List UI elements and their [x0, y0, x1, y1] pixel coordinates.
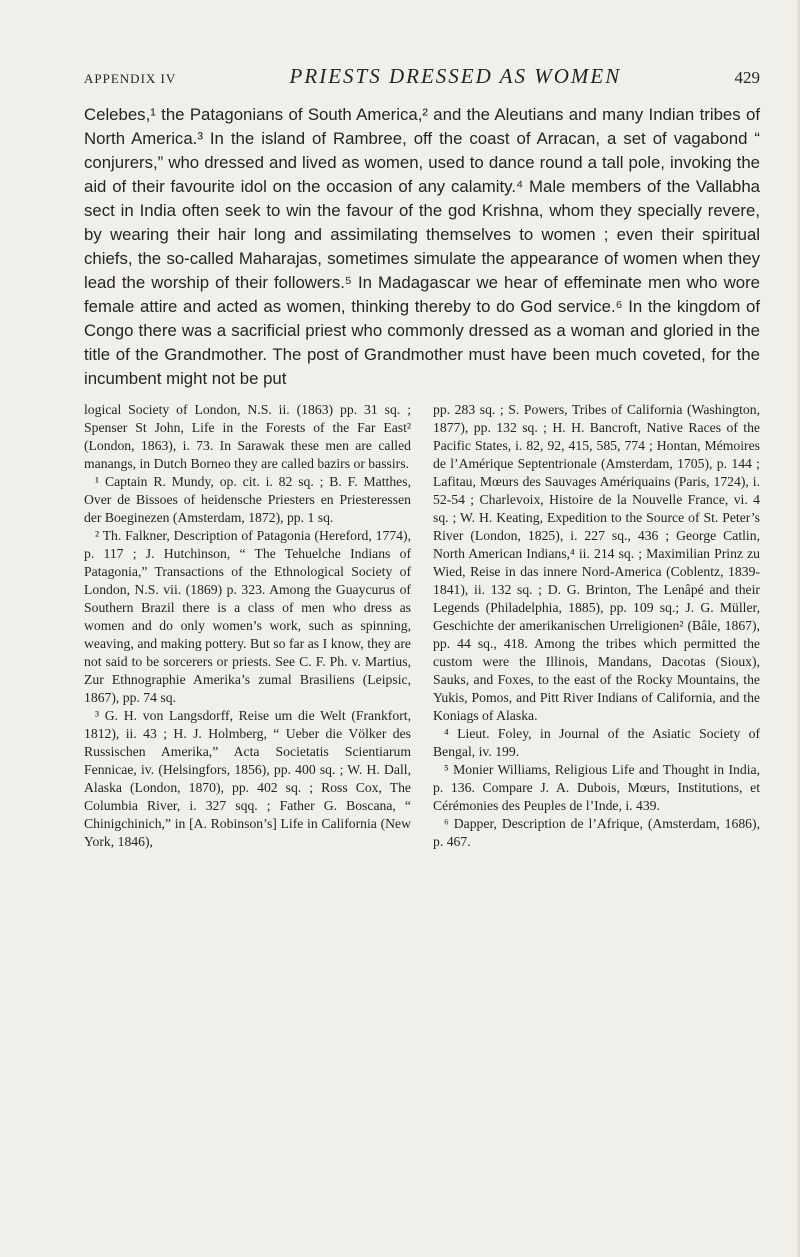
footnotes-left-column [84, 401, 411, 851]
footnote-5: ⁵ Monier Williams, Religious Life and Thought in India, p. 136. Compare J. A. Dubois, Mœurs, Institutions, et Cérémonies des Peuples de l’Inde, i. 439. [433, 762, 760, 813]
footnote-continuation: logical Society of London, N.S. ii. (1863) pp. 31 sq. ; Spenser St John, Life in the Forests of the Far East² (London, 1863), i. 73. In Sarawak these men are called manangs, in Dutch Borneo they are called bazirs or bassirs. [84, 402, 411, 471]
footnote-4: ⁴ Lieut. Foley, in Journal of the Asiatic Society of Bengal, iv. 199. [433, 726, 760, 759]
running-header [84, 64, 760, 89]
footnote-2: ² Th. Falkner, Description of Patagonia (Hereford, 1774), p. 117 ; J. Hutchinson, “ The Tehuelche Indians of Patagonia,” Transactions of the Ethnological Society of London, N.S. vii. (1869) p. 323. Among the Guaycurus of Southern Brazil there is a class of men who dress as women and do only women’s work, such as spinning, weaving, and making pottery. But so far as I know, they are not said to be sorcerers or priests. See C. F. Ph. v. Martius, Zur Ethnographie Amerika’s zumal Brasiliens (Leipsic, 1867), pp. 74 sq. [84, 528, 411, 705]
appendix-label: APPENDIX IV [84, 71, 177, 86]
footnotes [84, 401, 760, 851]
page-number: 429 [734, 68, 760, 87]
running-title: PRIESTS DRESSED AS WOMEN [289, 64, 622, 88]
footnote-3: ³ G. H. von Langsdorff, Reise um die Welt (Frankfort, 1812), ii. 43 ; H. J. Holmberg, “ Ueber die Völker des Russischen Amerika,” Acta Societatis Scientiarum Fennicae, iv. (Helsingfors, 1856), pp. 400 sq. ; W. H. Dall, Alaska (London, 1870), pp. 402 sq. ; Ross Cox, The Columbia River, i. 327 sqq. ; Father G. Boscana, “ Chinigchinich,” in [A. Robinson’s] Life in California (New York, 1846), [84, 708, 411, 849]
body-paragraph: Celebes,¹ the Patagonians of South America,² and the Aleutians and many Indian tribes of North America.³ In the island of Rambree, off the coast of Arracan, a set of vagabond “ conjurers,” who dressed and lived as women, used to dance round a tall pole, invoking the aid of their favourite idol on the occasion of any calamity.⁴ Male members of the Vallabha sect in India often seek to win the favour of the god Krishna, whom they specially revere, by wearing their hair long and assimilating themselves to women ; even their spiritual chiefs, the so-called Maharajas, sometimes simulate the appearance of women when they lead the worship of their followers.⁵ In Madagascar we hear of effeminate men who wore female attire and acted as women, thinking thereby to do God service.⁶ In the kingdom of Congo there was a sacrificial priest who commonly dressed as a woman and gloried in the title of the Grandmother. The post of Grandmother must have been much coveted, for the incumbent might not be put [84, 105, 760, 388]
footnote-6: ⁶ Dapper, Description de l’Afrique, (Amsterdam, 1686), p. 467. [433, 816, 760, 849]
footnotes-right-column [433, 401, 760, 851]
page-edge-shadow [796, 0, 800, 1257]
footnote-1: ¹ Captain R. Mundy, op. cit. i. 82 sq. ; B. F. Matthes, Over de Bissoes of heidensche Priesters en Priesteressen der Boeginezen (Amsterdam, 1872), pp. 1 sq. [84, 474, 411, 525]
footnote-3-continuation: pp. 283 sq. ; S. Powers, Tribes of California (Washington, 1877), pp. 132 sq. ; H. H. Bancroft, Native Races of the Pacific States, i. 82, 92, 415, 585, 774 ; Hontan, Mémoires de l’Amérique Septentrionale (Amsterdam, 1705), p. 144 ; Lafitau, Mœurs des Sauvages Amériquains (Paris, 1724), i. 52-54 ; Charlevoix, Histoire de la Nouvelle France, vi. 4 sq. ; W. H. Keating, Expedition to the Source of St. Peter’s River (London, 1825), i. 227 sq., 436 ; George Catlin, North American Indians,⁴ ii. 214 sq. ; Maximilian Prinz zu Wied, Reise in das innere Nord-America (Coblentz, 1839-1841), ii. 132 sq. ; D. G. Brinton, The Lenâpé and their Legends (Philadelphia, 1885), pp. 109 sq.; J. G. Müller, Geschichte der amerikanischen Urreligionen² (Bâle, 1867), pp. 44 sq., 418. Among the tribes which permitted the custom were the Illinois, Mandans, Dacotas (Sioux), Sauks, and Foxes, to the east of the Rocky Mountains, the Yukis, Pomos, and Pitt River Indians of California, and the Koniags of Alaska. [433, 402, 760, 723]
